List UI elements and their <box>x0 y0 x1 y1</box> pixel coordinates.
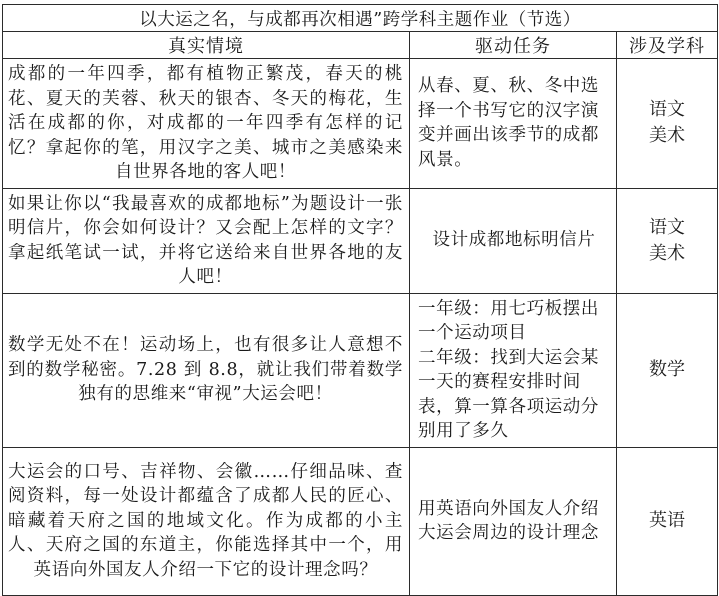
table-title: 以大运之名，与成都再次相遇”跨学科主题作业（节选） <box>3 5 718 32</box>
table-row <box>3 293 718 447</box>
subject-label: 美术 <box>649 125 685 147</box>
subject-label: 语文 <box>649 216 685 238</box>
subject-cell <box>617 59 718 189</box>
table-row <box>3 447 718 595</box>
subject-cell <box>617 293 718 447</box>
table-row <box>3 188 718 293</box>
assignment-table <box>2 4 718 596</box>
header-situation: 真实情境 <box>3 32 410 59</box>
task-line-grade-2: 二年级：找到大运会某一天的赛程安排时间表，算一算各项运动分别用了多久 <box>418 347 599 441</box>
task-cell: 用英语向外国友人介绍大运会周边的设计理念 <box>410 447 617 595</box>
situation-cell: 数学无处不在！运动场上，也有很多让人意想不到的数学秘密。7.28 到 8.8，就让我们带着数学独有的思维来“审视”大运会吧！ <box>3 293 410 447</box>
task-line-grade-1: 一年级：用七巧板摆出一个运动项目 <box>418 298 599 343</box>
situation-cell: 如果让你以“我最喜欢的成都地标”为题设计一张明信片，你会如何设计？又会配上怎样的文字？拿起纸笔试一试，并将它送给来自世界各地的友人吧！ <box>3 188 410 293</box>
task-cell <box>410 293 617 447</box>
subject-label: 数学 <box>649 359 685 380</box>
subject-label: 美术 <box>649 242 685 264</box>
situation-cell: 成都的一年四季，都有植物正繁茂，春天的桃花、夏天的芙蓉、秋天的银杏、冬天的梅花，生活在成都的你，对成都的一年四季有怎样的记忆？拿起你的笔，用汉字之美、城市之美感染来自世界各地的客人吧！ <box>3 59 410 189</box>
table-row <box>3 59 718 189</box>
subject-cell <box>617 188 718 293</box>
situation-cell: 大运会的口号、吉祥物、会徽……仔细品味、查阅资料，每一处设计都蕴含了成都人民的匠心、暗藏着天府之国的地域文化。作为成都的小主人、天府之国的东道主，你能选择其中一个，用英语向外国友人介绍一下它的设计理念吗？ <box>3 447 410 595</box>
header-row <box>3 32 718 59</box>
task-cell: 从春、夏、秋、冬中选择一个书写它的汉字演变并画出该季节的成都风景。 <box>410 59 617 189</box>
subject-cell <box>617 447 718 595</box>
subject-label: 英语 <box>649 510 685 531</box>
header-subject: 涉及学科 <box>617 32 718 59</box>
subject-label: 语文 <box>649 99 685 121</box>
task-cell: 设计成都地标明信片 <box>410 188 617 293</box>
title-row <box>3 5 718 32</box>
header-task: 驱动任务 <box>410 32 617 59</box>
